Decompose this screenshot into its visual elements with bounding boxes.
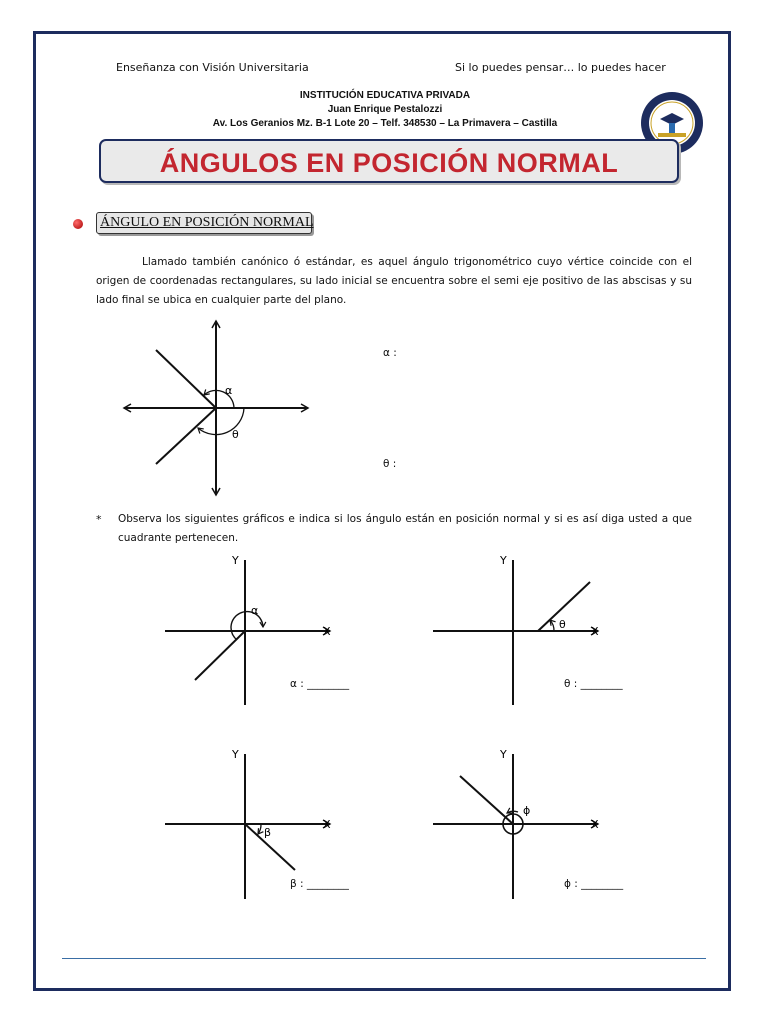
graph-beta-symbol: β xyxy=(264,826,272,839)
graph-alpha-symbol: α xyxy=(251,604,259,617)
page-title: ÁNGULOS EN POSICIÓN NORMAL xyxy=(159,148,619,178)
graph-alpha-answer: α : ________ xyxy=(290,678,350,690)
header-motto-right: Si lo puedes pensar… lo puedes hacer xyxy=(455,61,666,74)
header-motto-left: Enseñanza con Visión Universitaria xyxy=(116,61,309,74)
alpha-label: α : xyxy=(383,347,397,359)
section-heading: ÁNGULO EN POSICIÓN NORMAL xyxy=(100,215,314,230)
exercise-instruction: Observa los siguientes gráficos e indica si los ángulo están en posición normal y si es así diga usted a que cuadrante pertenecen. xyxy=(118,513,692,544)
graph-theta-answer: θ : ________ xyxy=(564,678,623,690)
theta-label: θ : xyxy=(383,458,397,470)
bullet-icon xyxy=(73,219,83,229)
title-banner xyxy=(99,139,679,183)
graph-beta-y-label: Y xyxy=(232,748,239,761)
main-angle-figure xyxy=(118,318,318,498)
graph-phi-symbol: ϕ xyxy=(523,804,531,817)
graph-phi-answer: ϕ : ________ xyxy=(564,878,624,890)
alpha-symbol: α xyxy=(225,384,233,397)
exercise-marker: * xyxy=(96,513,102,526)
institution-type: INSTITUCIÓN EDUCATIVA PRIVADA xyxy=(299,90,471,101)
graph-phi-y-label: Y xyxy=(500,748,507,761)
theta-symbol: θ xyxy=(232,428,239,441)
graph-phi-x-label: X xyxy=(591,818,599,831)
footer-divider xyxy=(62,958,706,959)
graph-beta-answer: β : ________ xyxy=(290,878,349,890)
graph-theta-x-label: X xyxy=(591,625,599,638)
graph-theta-y-label: Y xyxy=(500,554,507,567)
graph-alpha-x-label: X xyxy=(323,625,331,638)
school-address: Av. Los Geranios Mz. B-1 Lote 20 – Telf. 348530 – La Primavera – Castilla xyxy=(212,118,558,129)
terminal-side-alpha xyxy=(156,350,216,408)
graph-beta-x-label: X xyxy=(323,818,331,831)
graph-theta-symbol: θ xyxy=(559,618,566,631)
school-name: Juan Enrique Pestalozzi xyxy=(327,104,443,115)
definition-paragraph: Llamado también canónico ó estándar, es aquel ángulo trigonométrico cuyo vértice coincide con el origen de coordenadas rectangulares, su lado inicial se encuentra sobre el semi eje positivo de las abscisas y su lado final se ubica en cualquier parte del plano. xyxy=(96,256,692,306)
graph-alpha-y-label: Y xyxy=(232,554,239,567)
terminal-side-theta xyxy=(156,408,216,464)
